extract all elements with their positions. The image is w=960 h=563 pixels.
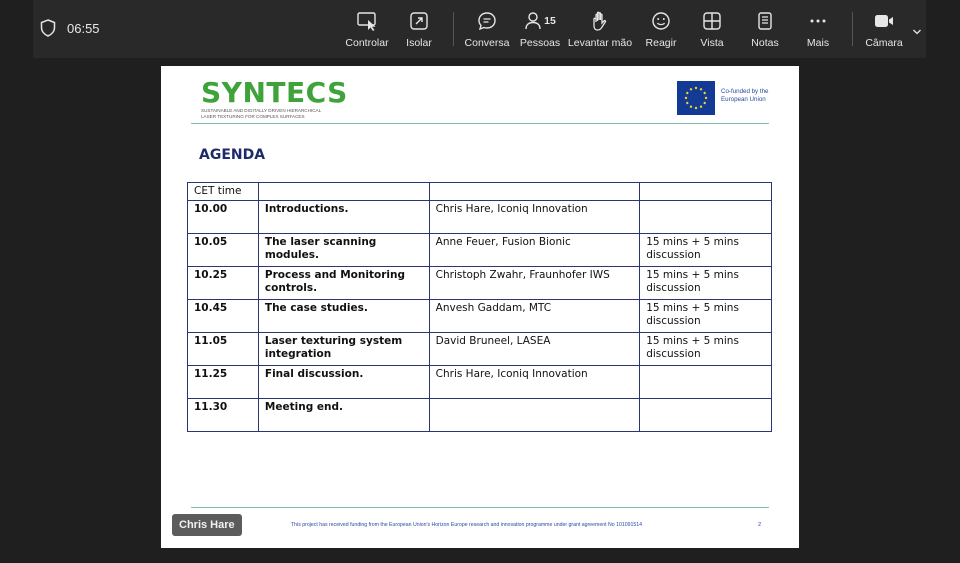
chat-icon [476, 10, 498, 32]
speaker-cell: Christoph Zwahr, Fraunhofer IWS [429, 267, 640, 300]
speaker-cell: Chris Hare, Iconiq Innovation [429, 201, 640, 234]
react-button[interactable]: Reagir [641, 0, 681, 58]
meeting-toolbar [33, 0, 926, 58]
shield-icon [40, 19, 56, 37]
table-header-cell [258, 183, 429, 201]
emoji-icon [651, 10, 671, 32]
duration-cell: 15 mins + 5 mins discussion [640, 300, 772, 333]
speaker-cell: Chris Hare, Iconiq Innovation [429, 366, 640, 399]
footer-rule [191, 507, 769, 508]
grid-view-icon [702, 10, 722, 32]
table-header-cell [429, 183, 640, 201]
table-row [188, 201, 772, 234]
topic-cell: Introductions. [258, 201, 429, 234]
chevron-down-icon [912, 27, 922, 37]
more-icon [808, 10, 828, 32]
topic-cell: Process and Monitoring controls. [258, 267, 429, 300]
topic-cell: Laser texturing system integration [258, 333, 429, 366]
chat-button[interactable]: Conversa [463, 0, 511, 58]
speaker-cell: Anne Feuer, Fusion Bionic [429, 234, 640, 267]
table-row [188, 300, 772, 333]
table-row [188, 366, 772, 399]
time-cell: 10.05 [188, 234, 259, 267]
time-cell: 10.25 [188, 267, 259, 300]
page-number: 2 [758, 522, 762, 528]
table-header-row [188, 183, 772, 201]
time-cell: 10.00 [188, 201, 259, 234]
toolbar-separator [852, 12, 853, 46]
shared-slide [161, 66, 799, 548]
toolbar-separator [453, 12, 454, 46]
duration-cell [640, 201, 772, 234]
more-button[interactable]: Mais [803, 0, 833, 58]
topic-cell: The laser scanning modules. [258, 234, 429, 267]
camera-options-button[interactable] [912, 22, 922, 41]
topic-cell: The case studies. [258, 300, 429, 333]
people-count-badge: 15 [544, 15, 556, 27]
notes-button[interactable]: Notas [746, 0, 784, 58]
table-row [188, 234, 772, 267]
duration-cell [640, 366, 772, 399]
speaker-cell [429, 399, 640, 432]
slide-title: AGENDA [199, 147, 266, 163]
raise-hand-button[interactable]: Levantar mão [568, 0, 632, 58]
agenda-table [187, 182, 772, 432]
time-cell: 10.45 [188, 300, 259, 333]
people-button[interactable]: 15 Pessoas [519, 0, 561, 58]
eu-flag-icon [677, 81, 715, 115]
duration-cell: 15 mins + 5 mins discussion [640, 333, 772, 366]
time-cell: 11.30 [188, 399, 259, 432]
duration-cell: 15 mins + 5 mins discussion [640, 267, 772, 300]
meeting-timer: 06:55 [67, 21, 100, 36]
duration-cell [640, 399, 772, 432]
syntecs-logo: SYNTECS SUSTAINABLE AND DIGITALLY DRIVEN HIERARCHICAL LASER TEXTURING FOR COMPLEX SURFACES [201, 76, 348, 119]
raise-hand-icon [590, 10, 610, 32]
camera-button[interactable]: Câmara [864, 0, 904, 58]
header-rule [191, 123, 769, 124]
duration-cell: 15 mins + 5 mins discussion [640, 234, 772, 267]
speaker-cell: Anvesh Gaddam, MTC [429, 300, 640, 333]
notes-icon [756, 10, 774, 32]
share-control-icon [356, 10, 378, 32]
time-cell: 11.25 [188, 366, 259, 399]
funding-footer: This project has received funding from the European Union's Horizon Europe research and innovation programme under grant agreement No 101091514 [291, 522, 643, 528]
topic-cell: Meeting end. [258, 399, 429, 432]
presenter-name-tag: Chris Hare [172, 514, 242, 536]
table-row [188, 399, 772, 432]
table-header-cell [640, 183, 772, 201]
eu-cofunded-text: Co-funded by the European Union [721, 88, 769, 103]
speaker-cell: David Bruneel, LASEA [429, 333, 640, 366]
table-row [188, 267, 772, 300]
view-button[interactable]: Vista [695, 0, 729, 58]
topic-cell: Final discussion. [258, 366, 429, 399]
people-icon [524, 10, 556, 32]
popout-icon [409, 10, 429, 32]
camera-icon [873, 10, 895, 32]
table-header-cell: CET time [188, 183, 259, 201]
control-button[interactable]: Controlar [341, 0, 393, 58]
time-cell: 11.05 [188, 333, 259, 366]
table-row [188, 333, 772, 366]
popout-button[interactable]: Isolar [401, 0, 437, 58]
